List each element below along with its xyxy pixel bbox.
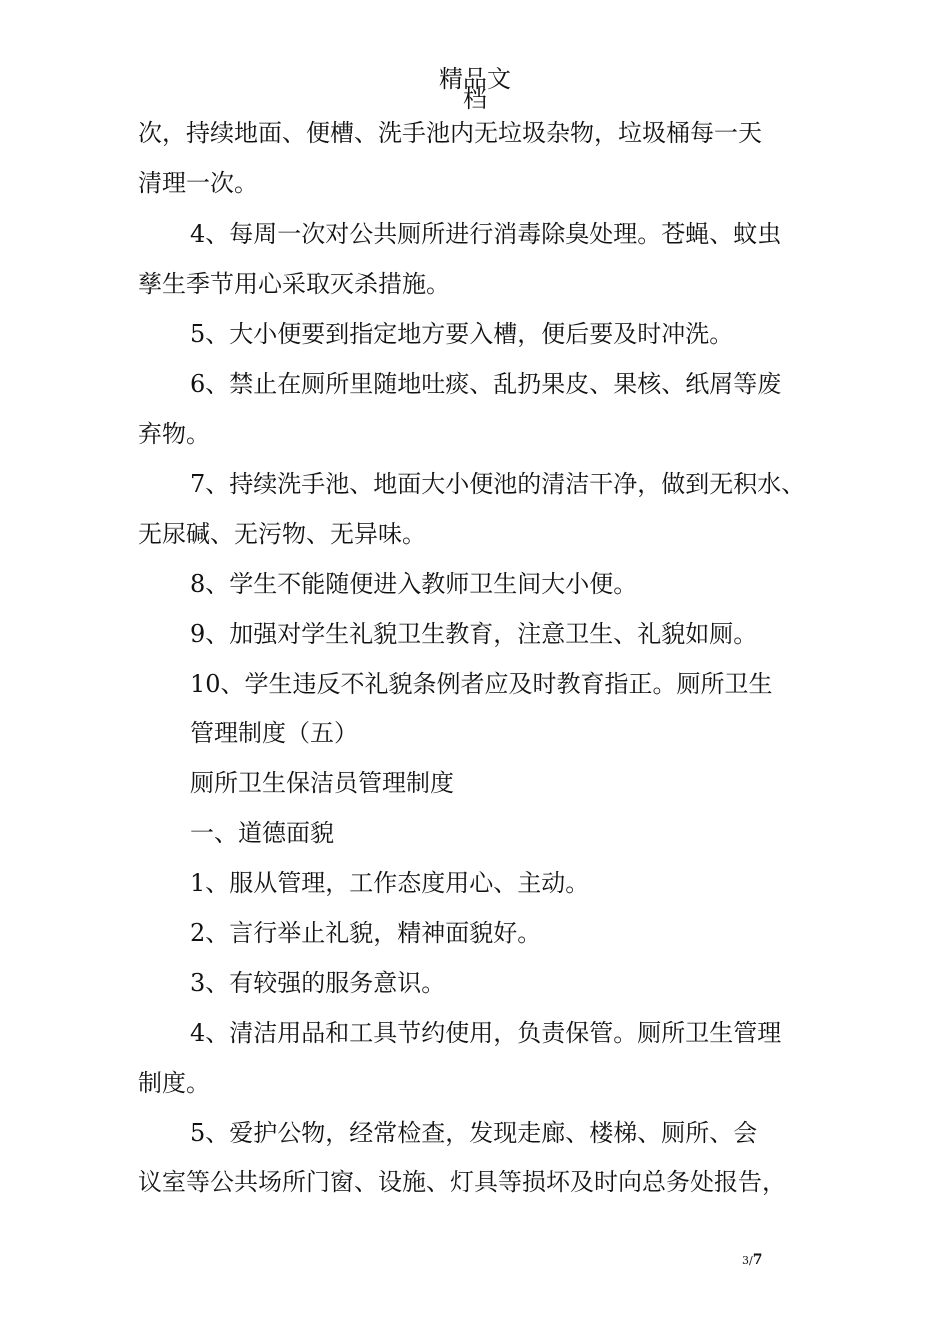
text-line: 清理一次。: [138, 169, 258, 197]
page-current: 3/: [742, 1254, 753, 1267]
text-line: 议室等公共场所门窗、设施、灯具等损坏及时向总务处报告，: [138, 1168, 786, 1196]
text-line: 7、持续洗手池、地面大小便池的清洁干净，做到无积水、: [190, 470, 806, 498]
page-header: [0, 64, 950, 114]
text-line: 6、禁止在厕所里随地吐痰、乱扔果皮、果核、纸屑等废: [190, 370, 782, 398]
text-line: 次，持续地面、便槽、洗手池内无垃圾杂物，垃圾桶每一天: [138, 119, 762, 147]
text-line: 5、爱护公物，经常检查，发现走廊、楼梯、厕所、会: [190, 1119, 758, 1147]
text-line: 9、加强对学生礼貌卫生教育，注意卫生、礼貌如厕。: [190, 620, 758, 648]
text-line: 1、服从管理，工作态度用心、主动。: [190, 869, 590, 897]
text-line: 制度。: [138, 1069, 210, 1097]
header-line-2: 档: [463, 85, 487, 113]
text-line: 弃物。: [138, 420, 210, 448]
text-line: 10、学生违反不礼貌条例者应及时教育指正。厕所卫生: [190, 670, 773, 698]
page-total: 7: [752, 1252, 763, 1268]
text-line: 5、大小便要到指定地方要入槽，便后要及时冲洗。: [190, 320, 734, 348]
section-heading: 厕所卫生保洁员管理制度: [190, 769, 454, 797]
text-line: 4、清洁用品和工具节约使用，负责保管。厕所卫生管理: [190, 1019, 782, 1047]
section-heading: 一、道德面貌: [190, 819, 334, 847]
text-line: 2、言行举止礼貌，精神面貌好。: [190, 919, 542, 947]
text-line: 8、学生不能随便进入教师卫生间大小便。: [190, 570, 638, 598]
page-number: [742, 1252, 762, 1268]
text-line: 管理制度（五）: [190, 719, 358, 747]
header-line-1: 精品文: [439, 65, 511, 93]
text-line: 4、每周一次对公共厕所进行消毒除臭处理。苍蝇、蚊虫: [190, 220, 782, 248]
text-line: 孳生季节用心采取灭杀措施。: [138, 270, 450, 298]
text-line: 3、有较强的服务意识。: [190, 969, 446, 997]
text-line: 无尿碱、无污物、无异味。: [138, 520, 426, 548]
